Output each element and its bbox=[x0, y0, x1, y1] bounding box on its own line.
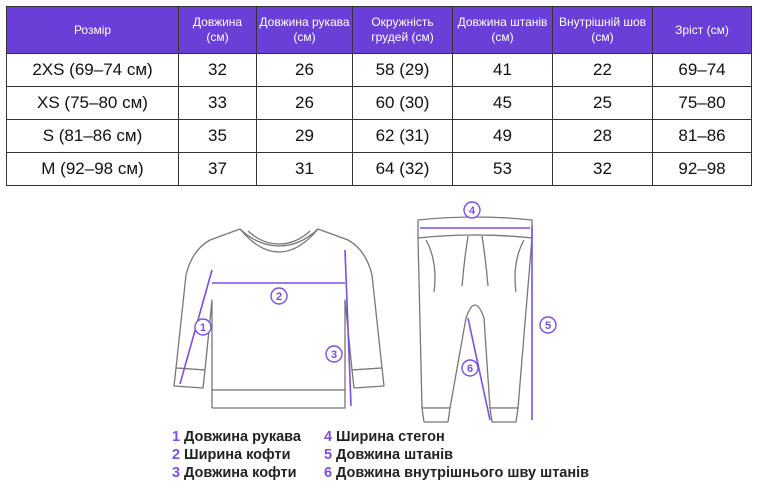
table-cell: 29 bbox=[257, 120, 353, 153]
legend-item bbox=[324, 428, 589, 446]
table-cell: 31 bbox=[257, 153, 353, 186]
table-row bbox=[7, 120, 752, 153]
column-header-height: Зріст (см) bbox=[653, 7, 752, 54]
legend-label: Ширина стегон bbox=[336, 429, 445, 445]
legend-number: 3 bbox=[172, 465, 181, 481]
left-cuff bbox=[174, 368, 205, 388]
table-cell: M (92–98 см) bbox=[7, 153, 179, 186]
marker-5 bbox=[540, 317, 556, 333]
legend-number: 6 bbox=[324, 465, 333, 481]
table-cell: 33 bbox=[179, 87, 257, 120]
legend-number: 5 bbox=[324, 447, 333, 463]
column-header-size: Розмір bbox=[7, 7, 179, 54]
measurement-diagram bbox=[150, 196, 610, 428]
column-header-length: Довжина (см) bbox=[179, 7, 257, 54]
legend-number: 4 bbox=[324, 429, 333, 445]
sweatshirt-illustration bbox=[174, 229, 384, 408]
legend-item bbox=[172, 428, 301, 446]
pants-right-cuff bbox=[490, 408, 518, 422]
legend-label: Довжина кофти bbox=[184, 465, 297, 481]
table-cell: 41 bbox=[453, 54, 553, 87]
table-cell: 92–98 bbox=[653, 153, 752, 186]
table-cell: 32 bbox=[553, 153, 653, 186]
size-table bbox=[6, 6, 752, 186]
table-cell: 62 (31) bbox=[353, 120, 453, 153]
column-header-chest: Окружність грудей (см) bbox=[353, 7, 453, 54]
legend-number: 1 bbox=[172, 429, 181, 445]
table-cell: 28 bbox=[553, 120, 653, 153]
right-cuff bbox=[352, 368, 384, 388]
pants-left-cuff bbox=[422, 408, 450, 422]
marker-2 bbox=[271, 288, 287, 304]
sweatshirt-hem bbox=[212, 390, 345, 408]
table-cell: 81–86 bbox=[653, 120, 752, 153]
marker-1 bbox=[195, 319, 211, 335]
table-cell: 60 (30) bbox=[353, 87, 453, 120]
table-cell: 35 bbox=[179, 120, 257, 153]
table-cell: 26 bbox=[257, 87, 353, 120]
legend-item bbox=[172, 464, 301, 482]
table-cell: 37 bbox=[179, 153, 257, 186]
legend-label: Довжина внутрішнього шву штанів bbox=[336, 465, 590, 481]
legend-item bbox=[172, 446, 301, 464]
svg-text:6: 6 bbox=[466, 363, 474, 375]
legend-item bbox=[324, 464, 589, 482]
column-header-sleeve-length: Довжина рукава (см) bbox=[257, 7, 353, 54]
table-cell: 75–80 bbox=[653, 87, 752, 120]
svg-text:1: 1 bbox=[199, 322, 207, 334]
legend-number: 2 bbox=[172, 447, 181, 463]
table-row bbox=[7, 87, 752, 120]
sweatshirt-body bbox=[176, 229, 382, 390]
table-cell: 64 (32) bbox=[353, 153, 453, 186]
svg-text:2: 2 bbox=[275, 291, 283, 303]
legend-column-right bbox=[324, 428, 589, 482]
table-cell: 32 bbox=[179, 54, 257, 87]
svg-text:5: 5 bbox=[544, 320, 552, 332]
marker-3 bbox=[326, 346, 342, 362]
table-cell: 49 bbox=[453, 120, 553, 153]
table-cell: 58 (29) bbox=[353, 54, 453, 87]
pants-illustration bbox=[418, 217, 532, 422]
legend-item bbox=[324, 446, 589, 464]
marker-6 bbox=[462, 360, 478, 376]
table-row bbox=[7, 54, 752, 87]
table-cell: S (81–86 см) bbox=[7, 120, 179, 153]
marker-4 bbox=[464, 202, 480, 218]
table-cell: 2XS (69–74 см) bbox=[7, 54, 179, 87]
legend-column-left bbox=[172, 428, 301, 482]
legend-label: Довжина штанів bbox=[336, 447, 454, 463]
table-cell: 26 bbox=[257, 54, 353, 87]
legend-label: Довжина рукава bbox=[184, 429, 301, 445]
pants-legs bbox=[418, 235, 532, 408]
table-header-row bbox=[7, 7, 752, 54]
table-cell: XS (75–80 см) bbox=[7, 87, 179, 120]
legend-label: Ширина кофти bbox=[184, 447, 291, 463]
svg-text:3: 3 bbox=[330, 349, 338, 361]
table-cell: 69–74 bbox=[653, 54, 752, 87]
table-cell: 22 bbox=[553, 54, 653, 87]
column-header-pants-length: Довжина штанів (см) bbox=[453, 7, 553, 54]
table-cell: 53 bbox=[453, 153, 553, 186]
table-cell: 25 bbox=[553, 87, 653, 120]
table-row bbox=[7, 153, 752, 186]
column-header-inseam: Внутрішній шов (см) bbox=[553, 7, 653, 54]
table-cell: 45 bbox=[453, 87, 553, 120]
svg-text:4: 4 bbox=[468, 205, 476, 217]
